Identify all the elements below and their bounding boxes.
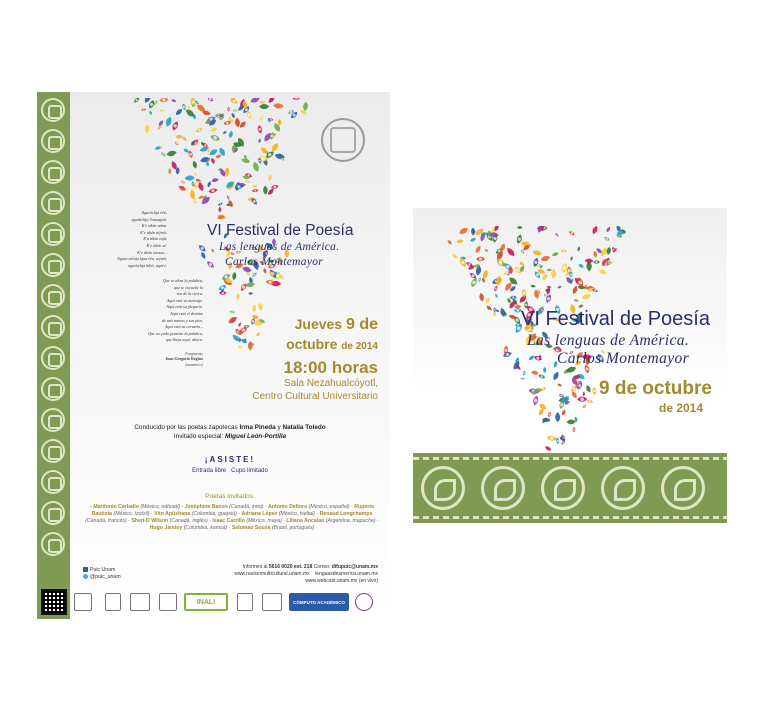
map-leaf-shape (210, 157, 216, 164)
sponsor-logo (159, 593, 177, 611)
map-leaf-shape (165, 116, 173, 128)
map-leaf-shape (248, 341, 253, 351)
poem-original (75, 210, 167, 269)
map-leaf-shape (206, 181, 211, 188)
strip-border (413, 457, 727, 460)
map-leaf-shape (510, 295, 517, 299)
poet-origin: (México, tzotzil) (112, 511, 151, 517)
map-leaf-shape (485, 297, 491, 305)
info-web-2: lenguasdeamerica.unam.mx (315, 571, 378, 577)
contact-info-line-2 (234, 571, 378, 577)
poster-subtitle-2: Carlos Montemayor (225, 256, 324, 268)
sponsor-logo (237, 593, 253, 611)
info-prefix: Informes al (242, 564, 268, 570)
banner-subtitle-1: Las lenguas de América. (527, 332, 690, 349)
asiste-heading: ¡ASISTE! (204, 455, 256, 464)
poet-name: Adriana López (241, 511, 278, 517)
map-leaf-shape (185, 175, 195, 181)
poet-origin: (Canadá, inglés) (168, 518, 210, 524)
map-leaf-shape (476, 257, 485, 261)
map-leaf-shape (591, 226, 599, 235)
poem-translation-line: Aquí está el destino (170, 310, 203, 316)
poet-origin: (México, tseltal) (277, 511, 317, 517)
map-leaf-shape (531, 370, 540, 376)
glyph-icon (41, 98, 65, 122)
map-leaf-shape (566, 419, 576, 424)
date-year: de 2014 (341, 341, 378, 352)
map-leaf-shape (456, 239, 464, 244)
poet-entry: · Salomao Sousa (Brasil, portugués) (228, 525, 315, 531)
glyph-icon (41, 129, 65, 153)
poet-entry: · Antonio Deltoro (México, español) (264, 504, 352, 510)
poster-date-line-2 (286, 336, 378, 352)
map-leaf-shape (568, 230, 575, 236)
map-leaf-shape (520, 377, 525, 380)
map-leaf-shape (206, 260, 216, 269)
glyph-icon (601, 466, 645, 510)
conductor-2: Natalia Toledo (282, 424, 326, 431)
map-leaf-shape (541, 273, 549, 282)
map-leaf-shape (470, 237, 477, 243)
map-leaf-shape (593, 260, 600, 264)
glyph-icon (41, 470, 65, 494)
cupo-limitado: Cupo limitado (231, 468, 268, 474)
map-leaf-shape (249, 98, 260, 104)
map-leaf-shape (471, 227, 475, 235)
poet-entry: · Vito Apüshana (Colombia, guayuú) (150, 511, 239, 517)
map-leaf-shape (175, 134, 183, 138)
map-leaf-shape (577, 396, 587, 402)
map-leaf-shape (292, 98, 300, 100)
glyph-icon (41, 501, 65, 525)
poet-entry: · Renaud Longchamps (Canadá, francés) (85, 511, 373, 524)
map-leaf-shape (519, 261, 525, 267)
map-leaf-shape (174, 141, 179, 146)
map-leaf-shape (141, 108, 147, 111)
glyph-icon (41, 253, 65, 277)
map-leaf-shape (572, 427, 576, 433)
poster-venue-1: Sala Nezahualcóyotl, (284, 378, 378, 389)
poet-origin: (Colombia, kamsá) (182, 525, 229, 531)
poet-origin: (Brasil, portugués) (270, 525, 315, 531)
map-leaf-shape (586, 399, 593, 404)
map-leaf-shape (543, 367, 547, 374)
glyph-icon (41, 191, 65, 215)
glyph-icon (41, 315, 65, 339)
map-leaf-shape (598, 268, 607, 275)
poem-translation-line: voz de la tierra. (176, 291, 203, 297)
map-leaf-shape (560, 249, 566, 252)
map-leaf-shape (522, 370, 525, 376)
facebook-icon (83, 567, 88, 572)
map-leaf-shape (208, 187, 218, 194)
map-leaf-shape (605, 226, 611, 233)
computo-academico-logo (289, 593, 349, 611)
map-leaf-shape (231, 112, 236, 118)
map-leaf-shape (195, 127, 203, 133)
info-mail-label: Correo: (313, 564, 331, 570)
map-leaf-shape (252, 189, 259, 193)
map-leaf-shape (171, 120, 180, 131)
map-leaf-shape (532, 395, 539, 406)
date-month: octubre (286, 336, 338, 352)
glyph-icon (41, 377, 65, 401)
map-leaf-shape (168, 168, 171, 174)
map-leaf-shape (174, 108, 183, 117)
date-day: 9 de (345, 316, 378, 333)
map-leaf-shape (159, 98, 169, 103)
map-leaf-shape (234, 117, 240, 127)
glyph-icon (41, 532, 65, 556)
map-leaf-shape (555, 412, 560, 422)
map-leaf-shape (551, 251, 559, 257)
contact-info-line-1 (243, 564, 378, 570)
poet-origin: (Canadá, innu) (227, 504, 265, 510)
info-mail: difupuic@unam.mx (331, 564, 378, 570)
special-guest (37, 433, 390, 440)
poets-list (85, 504, 379, 532)
map-leaf-shape (257, 125, 263, 134)
map-leaf-shape (149, 110, 153, 115)
map-leaf-shape (478, 277, 481, 282)
map-leaf-shape (585, 384, 592, 393)
map-leaf-shape (181, 180, 186, 184)
map-leaf-shape (215, 154, 222, 160)
conductor-1: Irma Pineda (239, 424, 276, 431)
map-leaf-shape (270, 142, 280, 153)
poem-original-line: K'e tikón nijmii. (140, 229, 167, 235)
map-leaf-shape (547, 411, 551, 417)
map-leaf-shape (211, 248, 215, 253)
poet-origin: (Argentina, mapuche) (324, 518, 378, 524)
map-leaf-shape (178, 184, 187, 191)
map-leaf-shape (236, 293, 240, 300)
map-leaf-shape (505, 246, 516, 257)
poet-name: Ruperta Bautista (91, 504, 374, 517)
map-leaf-shape (245, 180, 250, 184)
poet-origin: (México, maya) (244, 518, 284, 524)
poem-original-line: K'e tikón sé. (146, 242, 167, 248)
strip-border (413, 516, 727, 519)
poet-entry: · Sheri-D Wilson (Canadá, inglés) (128, 518, 210, 524)
poster-date-line-1 (295, 316, 378, 334)
map-leaf-shape (493, 285, 498, 292)
map-leaf-shape (571, 285, 578, 295)
date-day-label: Jueves (294, 316, 343, 332)
map-leaf-shape (193, 171, 198, 176)
map-leaf-shape (257, 302, 263, 311)
map-leaf-shape (546, 269, 551, 272)
map-leaf-shape (538, 373, 546, 379)
poem-translation-line: Aquí está su mensaje. (166, 297, 203, 303)
info-phone: 5616 0020 ext. 218 (268, 564, 313, 570)
poet-origin: (México, náhuatl) (138, 504, 182, 510)
sponsor-logo (74, 593, 92, 611)
map-leaf-shape (218, 207, 221, 213)
map-leaf-shape (228, 130, 234, 138)
map-leaf-shape (603, 236, 610, 242)
info-web-1: www.nacionmulticultural.unam.mx (234, 571, 310, 577)
map-leaf-shape (227, 199, 234, 208)
map-leaf-shape (577, 246, 581, 252)
poet-entry: · Joséphine Bacon (Canadá, innu) (181, 504, 265, 510)
twitter-icon (83, 574, 88, 579)
map-leaf-shape (558, 393, 564, 397)
admission-info (70, 468, 390, 474)
map-leaf-shape (474, 245, 482, 254)
map-leaf-shape (517, 226, 523, 229)
poster-venue-2: Centro Cultural Universitario (252, 391, 378, 402)
map-leaf-shape (273, 103, 284, 109)
inali-logo (184, 593, 228, 611)
poet-entry: · Liliana Ancalao (Argentina, mapuche) (283, 518, 378, 524)
poet-entry: · Adriana López (México, tseltal) (238, 511, 317, 517)
map-leaf-shape (233, 109, 238, 111)
map-leaf-shape (271, 184, 279, 189)
banner-date: 9 de octubre (599, 378, 712, 399)
banner-decorative-strip (413, 453, 727, 523)
map-leaf-shape (229, 310, 235, 314)
poet-entry: · Ruperta Bautista (México, tzotzil) (91, 504, 374, 517)
map-leaf-shape (232, 272, 237, 281)
map-leaf-shape (546, 435, 557, 442)
map-leaf-shape (267, 188, 275, 196)
map-leaf-shape (209, 134, 221, 143)
poem-translation-line: Que no pida permiso la palabra, (148, 330, 203, 336)
poet-name: Vito Apüshana (154, 511, 191, 517)
poster-time: 18:00 horas (283, 358, 378, 377)
computo-logo-text: CÓMPUTO ACADÉMICO (293, 599, 345, 605)
map-leaf-shape (263, 185, 268, 194)
map-leaf-shape (593, 250, 598, 258)
poet-name: Antonio Deltoro (268, 504, 308, 510)
map-leaf-shape (227, 315, 238, 325)
sponsor-logo (130, 593, 150, 611)
map-leaf-shape (263, 268, 267, 274)
map-leaf-shape (451, 253, 458, 260)
poets-heading: Poetas invitados: (205, 493, 255, 500)
poem-original-line: K'e tikón ndaa. (141, 223, 167, 229)
conducted-and: y (277, 424, 281, 431)
poster-title: VI Festival de Poesía (207, 222, 354, 239)
inali-logo-text: INALI (196, 598, 216, 606)
map-leaf-shape (570, 390, 578, 399)
poem-original-line: ngutiichja kibii, ngot'e. (128, 262, 167, 268)
map-leaf-shape (574, 299, 579, 302)
map-leaf-shape (166, 150, 178, 158)
poet-entry: · Isaac Carrillo (México, maya) (209, 518, 284, 524)
glyph-icon (481, 466, 525, 510)
glyph-icon (541, 466, 585, 510)
conducted-prefix: Conducido por las poetas zapotecas (134, 424, 238, 431)
map-leaf-shape (252, 304, 257, 312)
map-leaf-shape (237, 345, 243, 349)
map-leaf-shape (227, 107, 230, 112)
map-leaf-shape (303, 101, 309, 111)
map-leaf-shape (192, 160, 198, 169)
facebook-handle: Puic Unam (90, 567, 116, 573)
poster-subtitle-1: Las lenguas de América. (219, 241, 340, 253)
map-leaf-shape (544, 445, 552, 451)
poem-translation (117, 278, 203, 344)
poem-language: (mazateco) (185, 361, 203, 367)
map-leaf-shape (540, 255, 551, 263)
map-leaf-shape (239, 282, 248, 292)
map-leaf-shape (555, 232, 560, 237)
poem-translation-line: Aquí está su corazón... (164, 324, 203, 330)
map-leaf-shape (160, 151, 166, 157)
poet-name: Mardonio Carballo (93, 504, 139, 510)
map-leaf-shape (530, 284, 536, 288)
map-leaf-shape (248, 292, 253, 294)
map-leaf-shape (561, 262, 569, 274)
poet-name: Isaac Carrillo (212, 518, 245, 524)
map-leaf-shape (238, 322, 242, 327)
twitter-handle: @puic_unam (90, 574, 121, 580)
map-leaf-shape (532, 249, 543, 256)
map-leaf-shape (217, 202, 223, 207)
map-leaf-shape (206, 98, 214, 103)
poem-translation-line: Que se abra la palabra, (162, 278, 203, 283)
glyph-icon (421, 466, 465, 510)
map-leaf-shape (267, 98, 276, 104)
poem-original-line: ngutiichja l'asangaii. (131, 216, 167, 222)
map-leaf-shape (159, 109, 164, 112)
poet-name: Joséphine Bacon (184, 504, 228, 510)
banner-year: de 2014 (659, 401, 704, 415)
map-leaf-shape (210, 127, 218, 133)
map-leaf-shape (495, 275, 502, 286)
map-leaf-shape (447, 239, 453, 245)
poem-original-line: Ngata ná'aju kjua één, nijmii, (117, 256, 167, 262)
map-leaf-shape (197, 244, 207, 253)
map-leaf-shape (578, 263, 585, 269)
map-leaf-shape (592, 387, 597, 395)
poet-origin: (México, español) (307, 504, 352, 510)
map-leaf-shape (485, 305, 492, 312)
map-leaf-shape (145, 124, 150, 133)
poem-credit (117, 351, 203, 367)
poet-name: Hugo Jamioy (149, 525, 183, 531)
map-leaf-shape (256, 331, 261, 337)
poem-translation-line: que se escuche la (173, 284, 203, 290)
map-leaf-shape (479, 292, 485, 301)
glyph-icon (661, 466, 705, 510)
poem-original-line: K'a tikón tajá. (143, 236, 167, 242)
social-twitter (83, 574, 121, 580)
poem-translation-line: que llaya aquí, ahora. (165, 337, 203, 343)
map-leaf-shape (470, 277, 479, 288)
map-leaf-shape (581, 293, 592, 301)
unam-seal-icon (321, 118, 365, 162)
banner-title: VI Festival de Poesía (521, 308, 710, 330)
sponsor-logo (105, 593, 121, 611)
banner-subtitle-2: Carlos Montemayor (557, 350, 690, 367)
poet-name: Liliana Ancalao (286, 518, 325, 524)
glyph-icon (41, 346, 65, 370)
guest-name: Miguel León-Portilla (225, 433, 287, 440)
poem-fragment-label: Fragmento (185, 351, 203, 356)
map-leaf-shape (252, 184, 258, 188)
poem-author: Juan Gregorio Regino (165, 356, 203, 362)
qr-code-icon (41, 589, 67, 615)
poem-translation-line: Aquí está su plegaria. (166, 304, 203, 310)
map-leaf-shape (245, 282, 255, 288)
conducted-by (37, 424, 390, 431)
map-leaf-shape (251, 314, 259, 320)
glyph-icon (41, 284, 65, 308)
map-leaf-shape (259, 100, 266, 104)
map-leaf-shape (171, 99, 177, 103)
map-leaf-shape (258, 138, 261, 143)
poem-original-line: Ngutiichja één, (141, 210, 167, 215)
poem-original-line: K'e tikón intnaa... (137, 249, 167, 255)
map-leaf-shape (259, 104, 269, 109)
map-leaf-shape (251, 272, 257, 278)
map-leaf-shape (528, 354, 535, 361)
map-leaf-shape (252, 161, 261, 173)
map-leaf-shape (533, 355, 543, 362)
entrada-libre: Entrada libre (192, 468, 227, 474)
poet-name: Sheri-D Wilson (131, 518, 169, 524)
poet-entry: · Hugo Jamioy (Colombia, kamsá) (149, 518, 379, 531)
map-leaf-shape (583, 391, 586, 396)
map-leaf-shape (484, 248, 489, 252)
map-leaf-shape (557, 383, 563, 388)
event-banner (413, 208, 727, 523)
map-leaf-shape (259, 115, 264, 121)
map-leaf-shape (582, 404, 587, 410)
map-leaf-shape (222, 130, 227, 134)
map-leaf-shape (268, 174, 273, 182)
glyph-icon (41, 160, 65, 184)
poster-decorative-strip (37, 92, 70, 619)
contact-info-line-3: www.webcast.unam.mx (en vivo) (305, 578, 378, 584)
event-poster (37, 92, 390, 619)
map-leaf-shape (557, 285, 562, 289)
sponsor-logo (355, 593, 373, 611)
map-leaf-shape (458, 226, 469, 236)
sponsor-logo (262, 593, 282, 611)
poet-origin: (Canadá, francés) (85, 518, 129, 524)
map-leaf-shape (269, 132, 275, 141)
poet-entry: · Mardonio Carballo (México, náhuatl) (90, 504, 182, 510)
map-leaf-shape (226, 195, 230, 200)
map-leaf-shape (494, 293, 498, 298)
poet-name: Salomao Sousa (231, 525, 271, 531)
map-leaf-shape (611, 247, 615, 253)
map-leaf-shape (188, 150, 194, 159)
poem-translation-line: de mis manos y sus pies. (162, 317, 203, 323)
map-leaf-shape (211, 178, 219, 183)
map-leaf-shape (561, 409, 567, 416)
map-leaf-shape (585, 258, 594, 263)
poet-origin: (Colombia, guayuú) (190, 511, 239, 517)
map-leaf-shape (570, 256, 574, 261)
map-leaf-shape (200, 251, 207, 259)
map-leaf-shape (552, 371, 560, 381)
guest-prefix: Invitado especial: (173, 433, 224, 440)
glyph-icon (41, 222, 65, 246)
social-facebook (83, 567, 115, 573)
map-leaf-shape (133, 98, 141, 104)
poet-name: Renaud Longchamps (319, 511, 373, 517)
glyph-icon (41, 439, 65, 463)
